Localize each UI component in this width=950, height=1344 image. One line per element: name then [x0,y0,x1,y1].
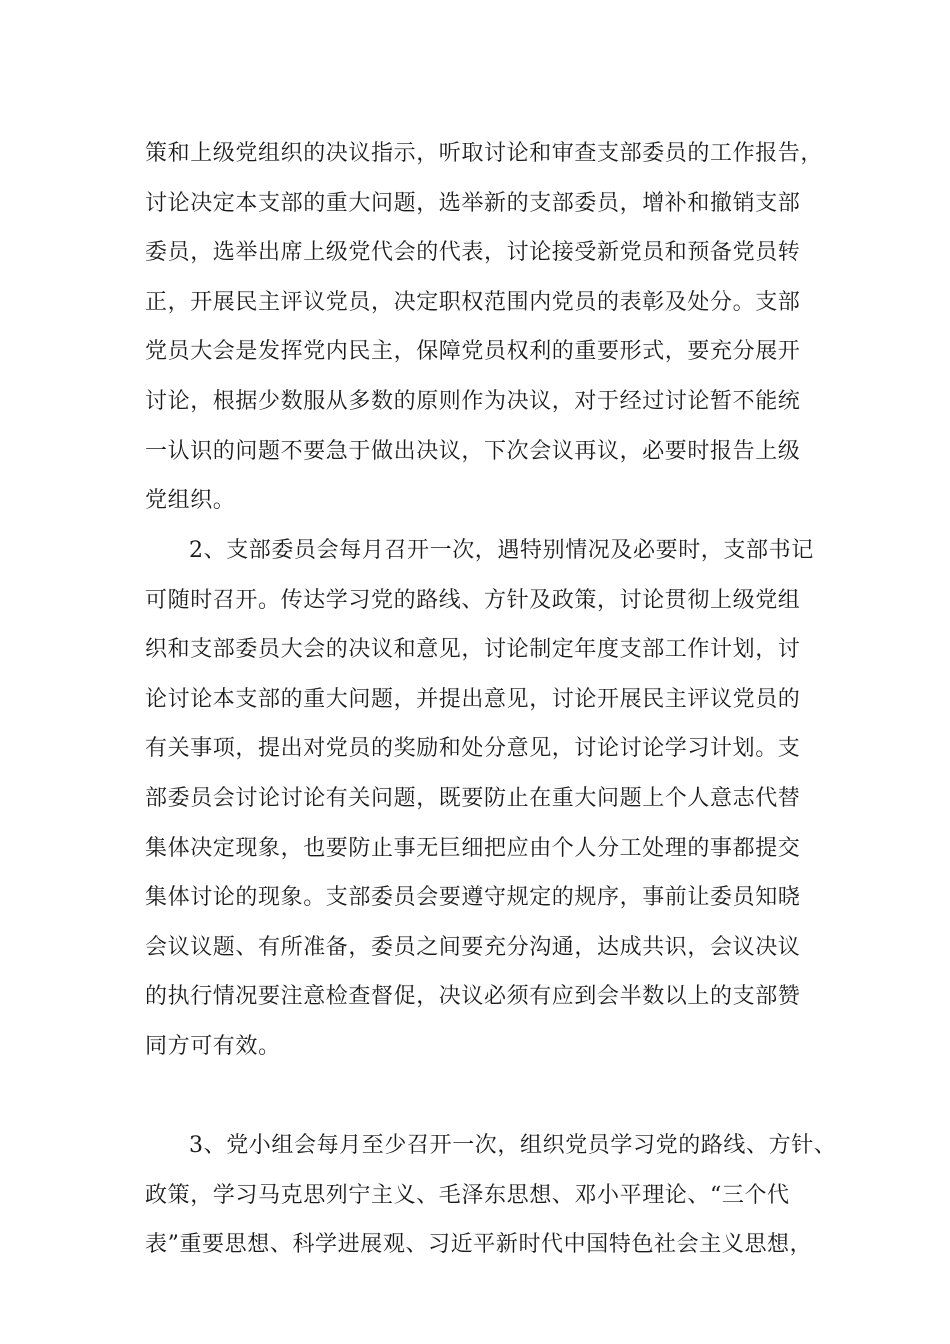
text-line: 讨论，根据少数服从多数的原则作为决议，对于经过讨论暂不能统 [145,388,801,414]
text-line: 党组织。 [145,488,236,514]
text-line: 的执行情况要注意检查督促，决议必须有应到会半数以上的支部赞 [145,984,801,1010]
text-line: 集体决定现象，也要防止事无巨细把应由个人分工处理的事都提交 [145,835,801,861]
text-line: 论讨论本支部的重大问题，并提出意见，讨论开展民主评议党员的 [145,686,801,712]
text-line: 部委员会讨论讨论有关问题，既要防止在重大问题上个人意志代替 [145,785,801,811]
text-line: 有关事项，提出对党员的奖励和处分意见，讨论讨论学习计划。支 [145,736,801,762]
text-line: 表”重要思想、科学进展观、习近平新时代中国特色社会主义思想， [145,1232,813,1258]
text-line: 可随时召开。传达学习党的路线、方针及政策，讨论贯彻上级党组 [145,587,801,613]
text-line: 党员大会是发挥党内民主，保障党员权利的重要形式，要充分展开 [145,339,801,365]
text-line-first: 3、党小组会每月至少召开一次，组织党员学习党的路线、方针、 [189,1133,837,1158]
text-line: 委员，选举出席上级党代会的代表，讨论接受新党员和预备党员转 [145,240,801,266]
text-line: 讨论决定本支部的重大问题，选举新的支部委员，增补和撤销支部 [145,190,801,216]
paragraph-3 [145,1121,837,1270]
text-line: 政策，学习马克思列宁主义、毛泽东思想、邓小平理论、“三个代 [145,1182,790,1208]
text-line-first: 2、支部委员会每月召开一次，遇特别情况及必要时，支部书记 [189,538,814,563]
paragraph-1 [145,129,825,526]
text-line: 同方可有效。 [145,1033,281,1059]
text-line: 集体讨论的现象。支部委员会要遵守规定的规序，事前让委员知晓 [145,885,801,911]
text-line: 正，开展民主评议党员，决定职权范围内党员的表彰及处分。支部 [145,289,801,315]
text-line: 一认识的问题不要急于做出决议，下次会议再议，必要时报告上级 [145,438,801,464]
text-line: 织和支部委员大会的决议和意见，讨论制定年度支部工作计划，讨 [145,637,801,663]
paragraph-2 [145,526,825,1072]
text-line: 策和上级党组织的决议指示，听取讨论和审查支部委员的工作报告， [145,141,824,166]
text-line: 会议议题、有所准备，委员之间要充分沟通，达成共识，会议决议 [145,934,801,960]
